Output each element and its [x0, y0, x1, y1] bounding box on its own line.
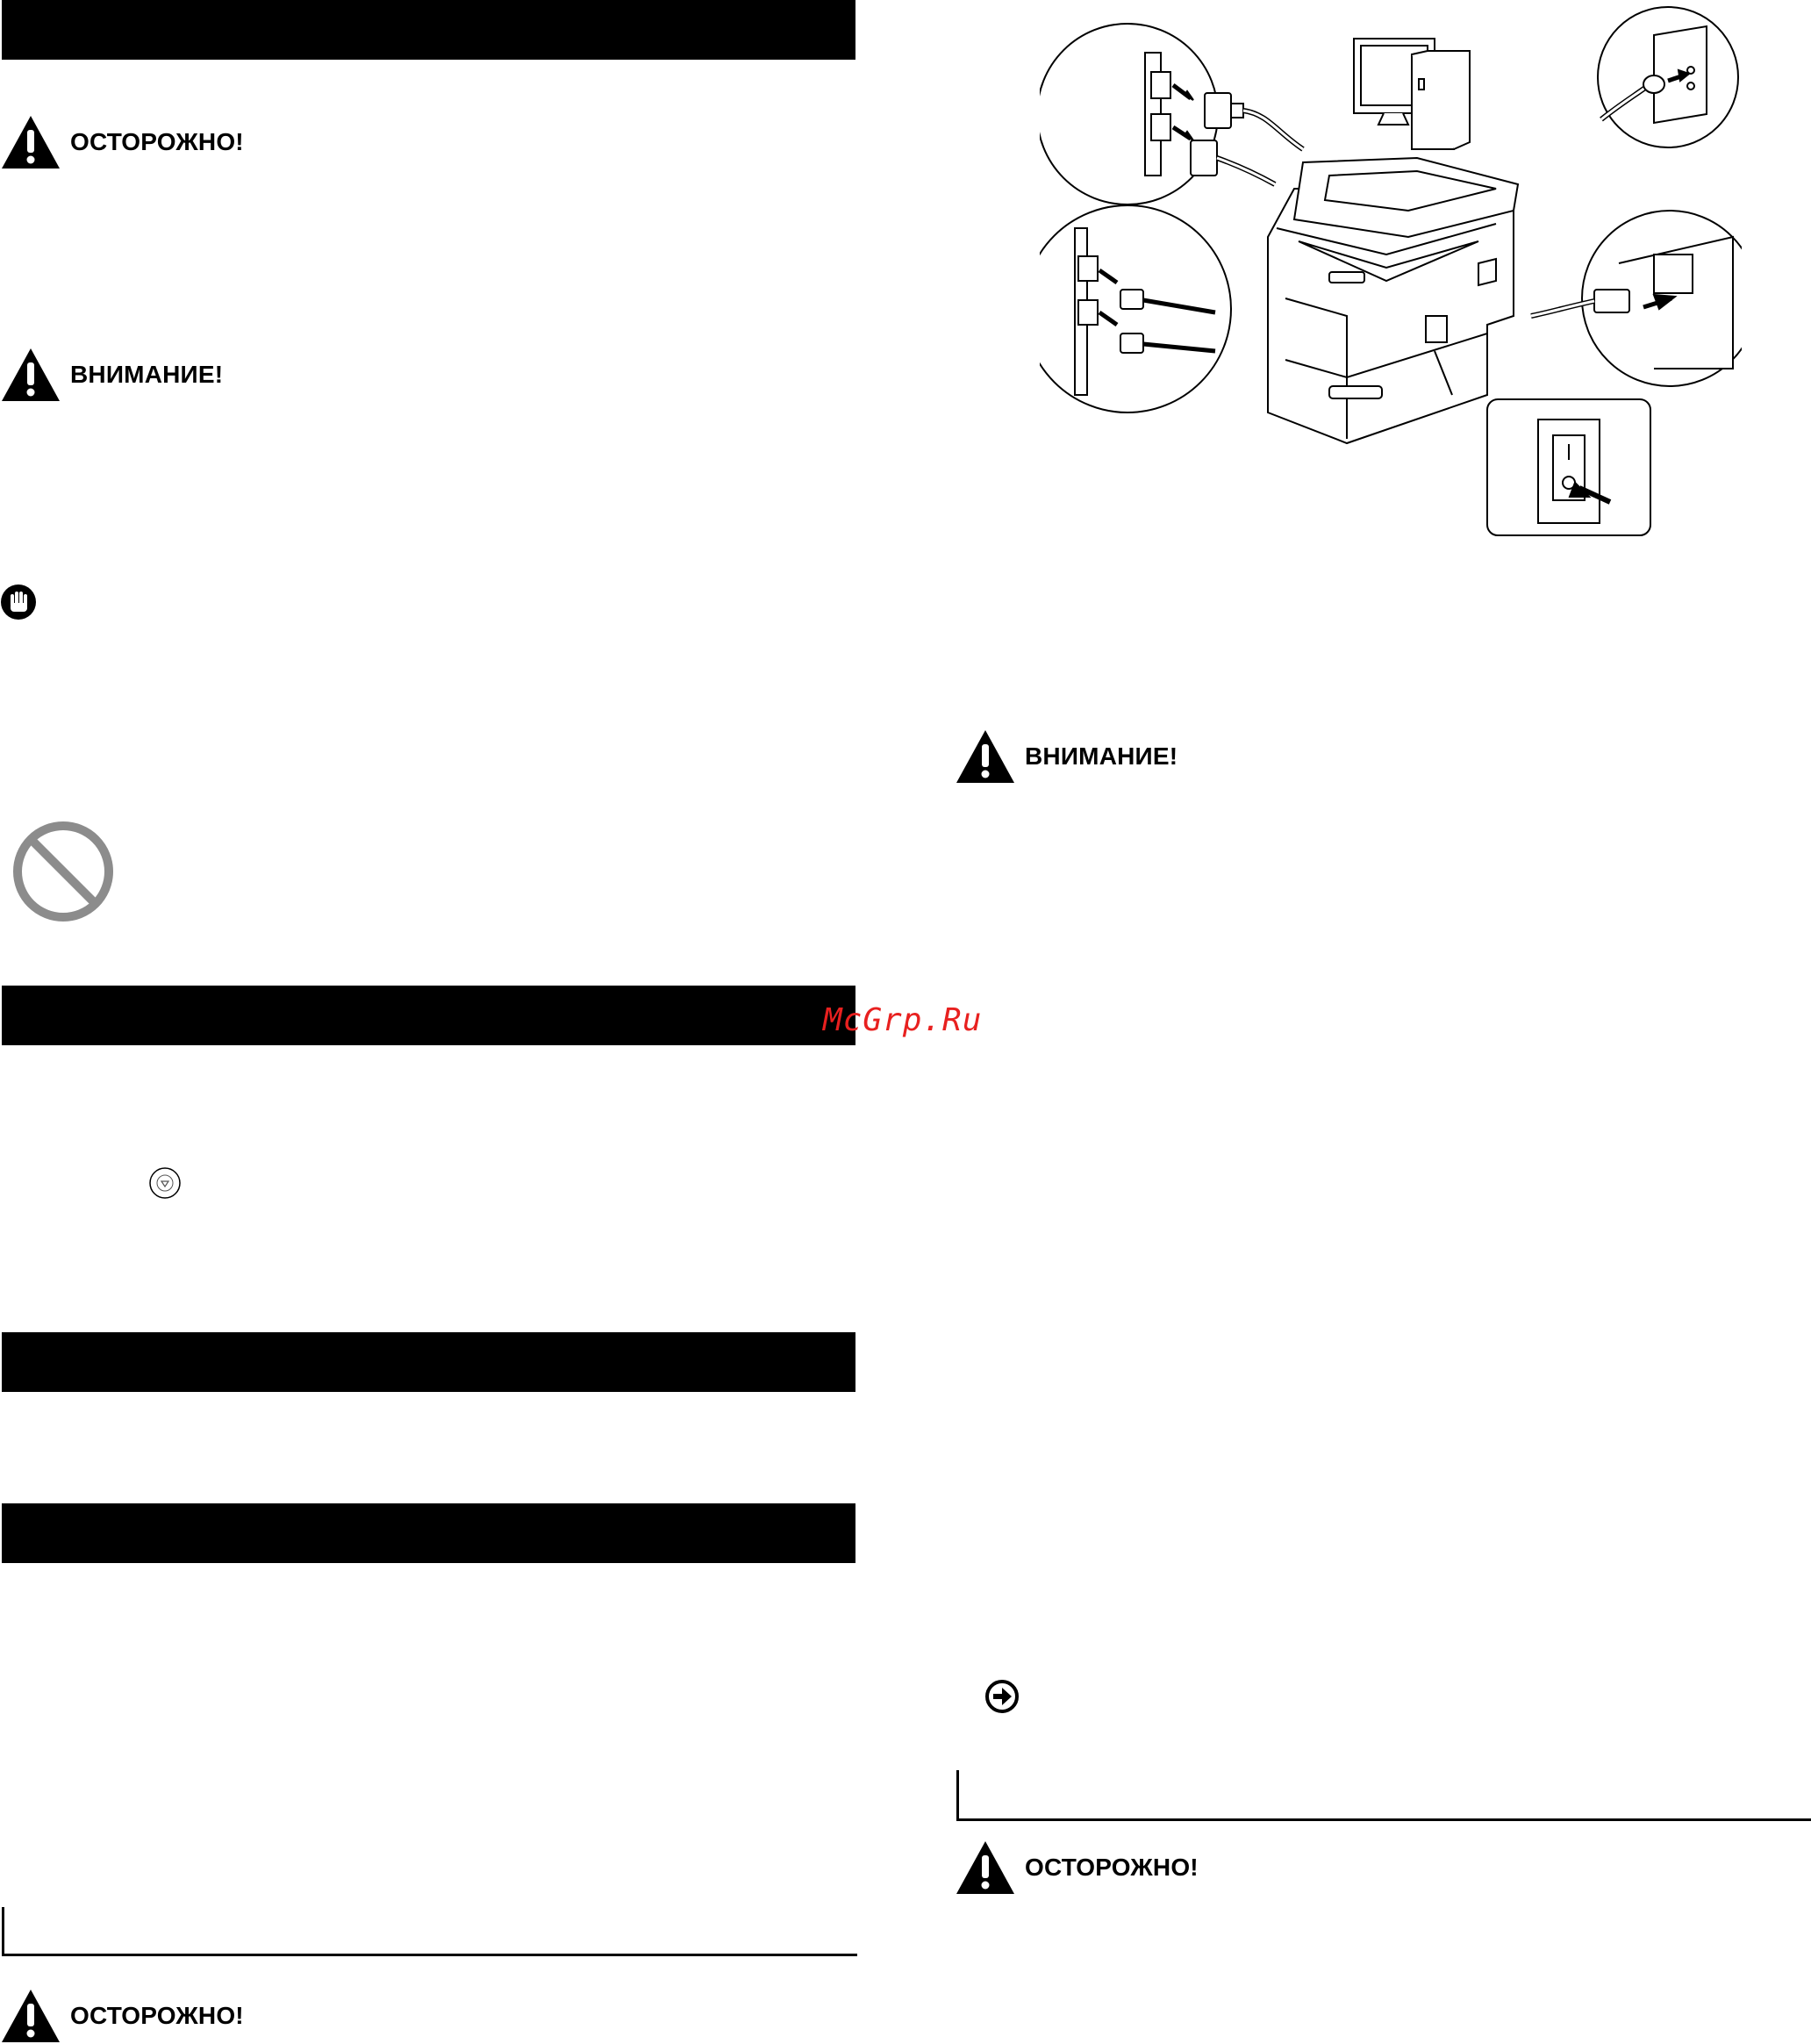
section-header-bar-4: [2, 1503, 855, 1563]
section-header-bar-1: [2, 0, 855, 60]
attention-notice-1: [0, 347, 223, 403]
important-hand-icon: [0, 584, 37, 620]
subsection-rule-left: [2, 1907, 857, 1956]
caution-label: ОСТОРОЖНО!: [70, 2002, 244, 2029]
warning-triangle-icon: [0, 347, 61, 403]
printer-connection-illustration: [1040, 0, 1742, 544]
section-header-bar-3: [2, 1332, 855, 1392]
phone-line-port-callout: [1040, 205, 1231, 412]
warning-triangle-icon: [955, 1840, 1016, 1896]
warning-triangle-icon: [0, 1988, 61, 2044]
warning-triangle-icon: [0, 114, 61, 170]
printer-body: [1268, 158, 1518, 443]
caution-label: ОСТОРОЖНО!: [70, 128, 244, 155]
wall-outlet-callout: [1598, 7, 1738, 147]
attention-label: ВНИМАНИЕ!: [1025, 742, 1178, 770]
prohibited-icon: [11, 819, 116, 924]
attention-notice-2: [955, 728, 1178, 785]
section-header-bar-2: [2, 986, 855, 1045]
usb-lan-port-callout: [1040, 24, 1303, 204]
caution-label: ОСТОРОЖНО!: [1025, 1854, 1199, 1881]
computer-icon: [1354, 39, 1470, 149]
reference-arrow-icon: [984, 1679, 1020, 1714]
warning-triangle-icon: [955, 728, 1016, 785]
power-cord-callout: [1531, 211, 1742, 386]
caution-notice-2: [0, 1988, 244, 2044]
subsection-rule-right: [956, 1770, 1811, 1821]
watermark: McGrp.Ru: [823, 1002, 983, 1038]
caution-notice-1: [0, 114, 244, 170]
energy-saver-button-icon: [147, 1165, 183, 1201]
caution-notice-3: [955, 1840, 1199, 1896]
attention-label: ВНИМАНИЕ!: [70, 361, 224, 388]
